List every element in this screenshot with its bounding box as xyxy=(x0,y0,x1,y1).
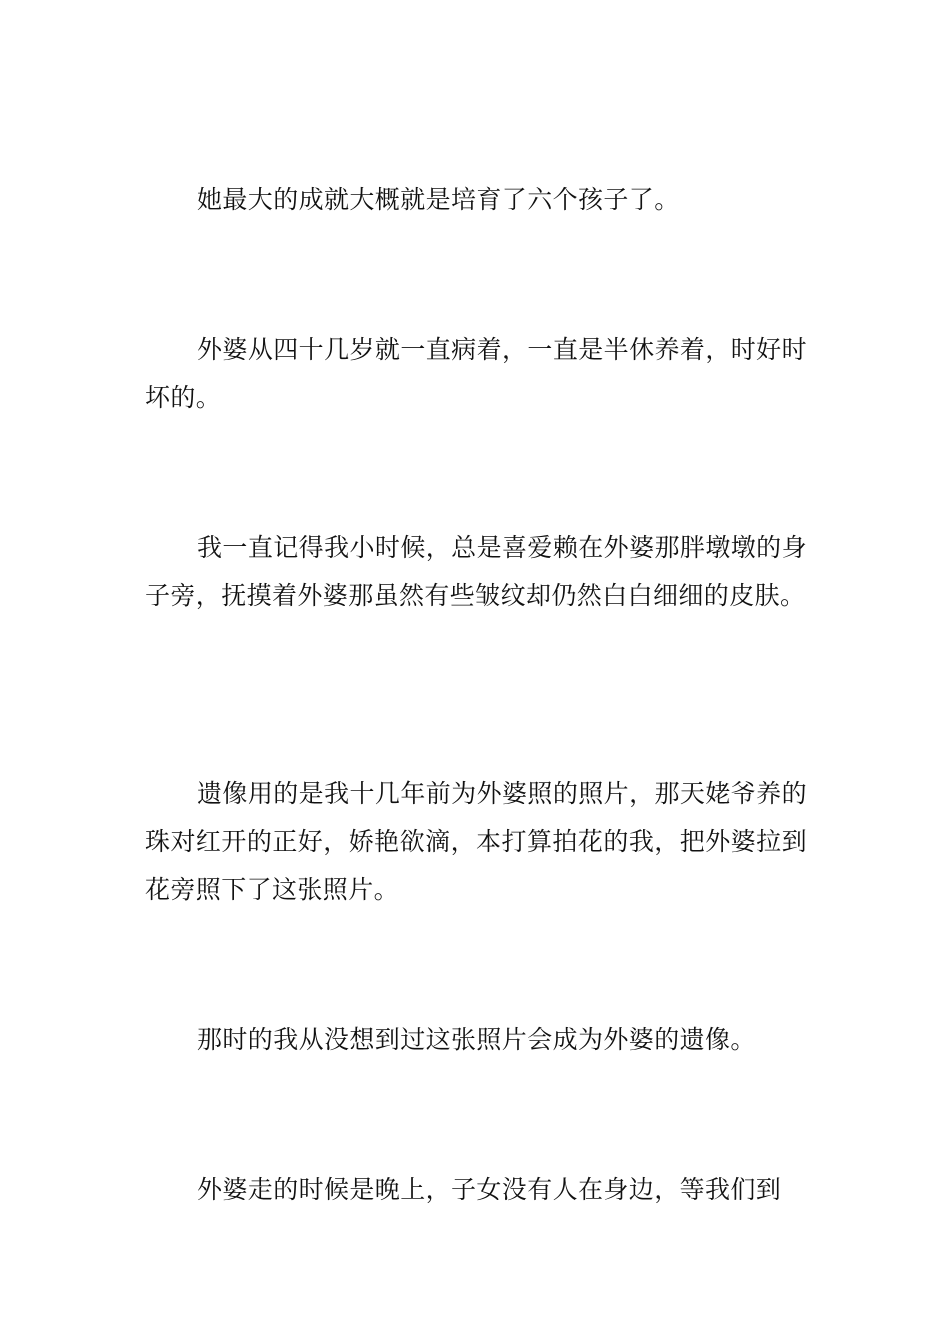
paragraph: 外婆走的时候是晚上，子女没有人在身边，等我们到 xyxy=(197,1175,782,1204)
paragraph: 那时的我从没想到过这张照片会成为外婆的遗像。 xyxy=(197,1025,756,1054)
paragraph: 遗像用的是我十几年前为外婆照的照片，那天姥爷养的珠对红开的正好，娇艳欲滴，本打算拍花的我，把外婆拉到花旁照下了这张照片。 xyxy=(145,779,807,904)
paragraph: 她最大的成就大概就是培育了六个孩子了。 xyxy=(197,185,680,214)
paragraph: 外婆从四十几岁就一直病着，一直是半休养着，时好时坏的。 xyxy=(145,335,807,412)
paragraph: 我一直记得我小时候，总是喜爱赖在外婆那胖墩墩的身子旁，抚摸着外婆那虽然有些皱纹却仍然白白细细的皮肤。 xyxy=(145,533,807,610)
